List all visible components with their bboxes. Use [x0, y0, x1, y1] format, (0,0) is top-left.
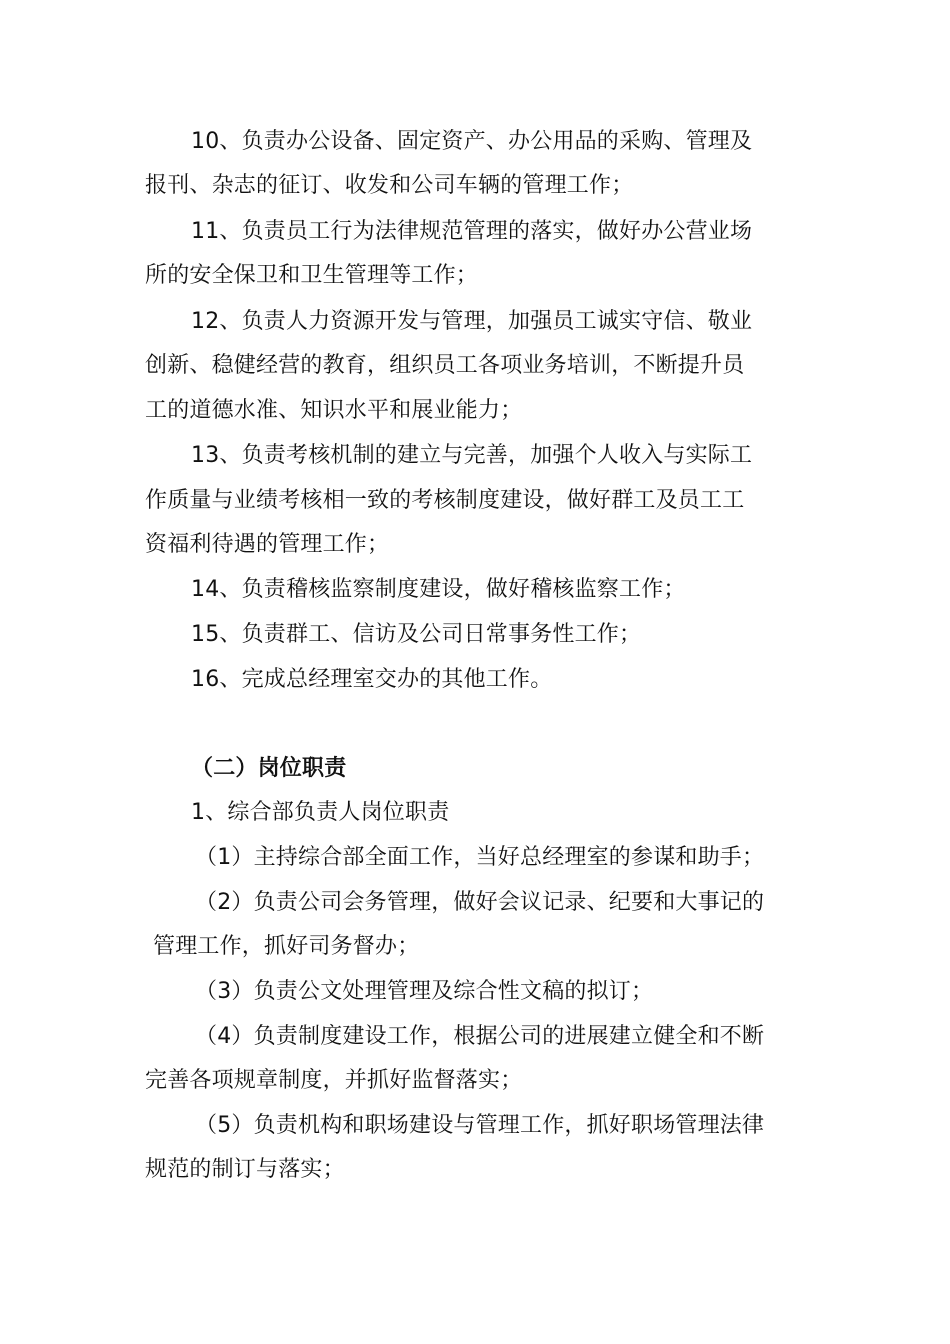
duty-12-line-3: 工的道德水准、知识水平和展业能力； — [145, 398, 523, 423]
section-heading: （二）岗位职责 — [191, 756, 347, 781]
duty-11-line-1: 11、负责员工行为法律规范管理的落实，做好办公营业场 — [191, 219, 753, 244]
item-3-line-1: （3）负责公文处理管理及综合性文稿的拟订； — [195, 979, 654, 1004]
item-5-line-2: 规范的制订与落实； — [145, 1157, 345, 1182]
item-4-line-1: （4）负责制度建设工作，根据公司的进展建立健全和不断 — [195, 1024, 765, 1049]
item-2-line-2: 管理工作，抓好司务督办； — [153, 934, 420, 959]
duty-12-line-2: 创新、稳健经营的教育，组织员工各项业务培训，不断提升员 — [145, 353, 745, 378]
duty-15-line-1: 15、负责群工、信访及公司日常事务性工作； — [191, 622, 642, 647]
duty-13-line-1: 13、负责考核机制的建立与完善，加强个人收入与实际工 — [191, 443, 753, 468]
duty-16-line-1: 16、完成总经理室交办的其他工作。 — [191, 667, 553, 692]
item-1-line-1: （1）主持综合部全面工作，当好总经理室的参谋和助手； — [195, 845, 765, 870]
item-5-line-1: （5）负责机构和职场建设与管理工作，抓好职场管理法律 — [195, 1113, 765, 1138]
item-2-line-1: （2）负责公司会务管理，做好会议记录、纪要和大事记的 — [195, 890, 765, 915]
duty-13-line-3: 资福利待遇的管理工作； — [145, 532, 390, 557]
duty-13-line-2: 作质量与业绩考核相一致的考核制度建设，做好群工及员工工 — [145, 488, 745, 513]
duty-10-line-1: 10、负责办公设备、固定资产、办公用品的采购、管理及 — [191, 129, 753, 154]
section-subheading: 1、综合部负责人岗位职责 — [191, 800, 450, 825]
duty-14-line-1: 14、负责稽核监察制度建设，做好稽核监察工作； — [191, 577, 686, 602]
duty-11-line-2: 所的安全保卫和卫生管理等工作； — [145, 263, 479, 288]
duty-12-line-1: 12、负责人力资源开发与管理，加强员工诚实守信、敬业 — [191, 309, 753, 334]
duty-10-line-2: 报刊、杂志的征订、收发和公司车辆的管理工作； — [145, 173, 634, 198]
item-4-line-2: 完善各项规章制度，并抓好监督落实； — [145, 1068, 523, 1093]
